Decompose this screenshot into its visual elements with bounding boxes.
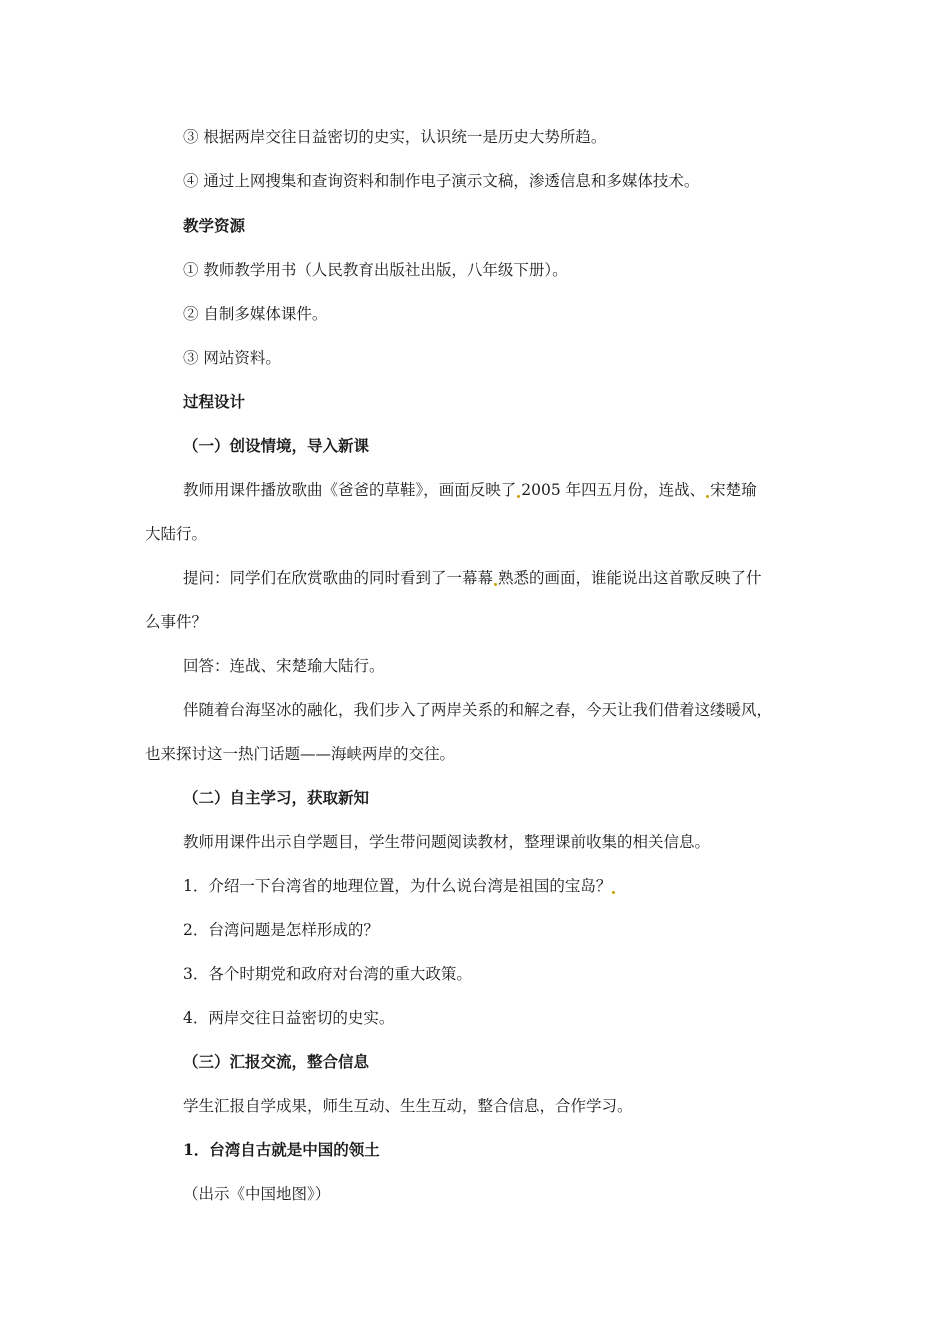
text-run: 提问：同学们在欣赏歌曲的同时看到了一幕幕: [183, 569, 494, 587]
section-1-paragraph-2-line-1: 伴随着台海坚冰的融化，我们步入了两岸关系的和解之春，今天让我们借着这缕暖风，: [183, 701, 773, 719]
section-1-paragraph-1-line-2: 大陆行。: [145, 525, 208, 543]
section-2-question-3: 3．各个时期党和政府对台湾的重大政策。: [183, 965, 472, 983]
resource-item-1: ① 教师教学用书（人民教育出版社出版，八年级下册）。: [183, 261, 568, 279]
section-2-intro: 教师用课件出示自学题目，学生带问题阅读教材，整理课前收集的相关信息。: [183, 833, 711, 851]
section-2-heading: （二）自主学习，获取新知: [183, 788, 370, 807]
text-run: 熟悉的画面，谁能说出这首歌反映了什: [498, 569, 762, 587]
text-run: 2005 年四五月份，连战、: [521, 481, 706, 499]
text-run: 1．介绍一下台湾省的地理位置，为什么说台湾是祖国的宝岛？: [183, 877, 612, 895]
section-2-question-4: 4．两岸交往日益密切的史实。: [183, 1009, 395, 1027]
resource-item-2: ② 自制多媒体课件。: [183, 305, 328, 323]
section-1-heading: （一）创设情境，导入新课: [183, 436, 370, 455]
goal-item-4: ④ 通过上网搜集和查询资料和制作电子演示文稿，渗透信息和多媒体技术。: [183, 172, 700, 190]
marker-dot: [494, 583, 497, 586]
text-run: 教师用课件播放歌曲《爸爸的草鞋》，画面反映了: [183, 481, 517, 499]
section-1-question-line-2: 么事件？: [145, 613, 208, 631]
section-2-question-1: [183, 876, 616, 896]
section-1-paragraph-2-line-2: 也来探讨这一热门话题——海峡两岸的交往。: [145, 745, 456, 763]
text-run: 宋楚瑜: [710, 481, 757, 499]
section-2-question-2: 2．台湾问题是怎样形成的？: [183, 921, 379, 939]
marker-dot: [706, 495, 709, 498]
resources-heading: 教学资源: [183, 216, 246, 235]
section-1-question-line-1: [183, 568, 762, 588]
resource-item-3: ③ 网站资料。: [183, 349, 281, 367]
marker-dot: [517, 495, 520, 498]
section-1-paragraph-1-line-1: [183, 480, 757, 500]
section-1-answer: 回答：连战、宋楚瑜大陆行。: [183, 657, 385, 675]
marker-dot: [612, 891, 615, 894]
section-3-topic-1: 1．台湾自古就是中国的领土: [183, 1140, 380, 1159]
section-3-heading: （三）汇报交流，整合信息: [183, 1052, 370, 1071]
section-3-note: （出示《中国地图》）: [183, 1185, 331, 1203]
process-heading: 过程设计: [183, 392, 246, 411]
section-3-intro: 学生汇报自学成果，师生互动、生生互动，整合信息，合作学习。: [183, 1097, 633, 1115]
goal-item-3: ③ 根据两岸交往日益密切的史实，认识统一是历史大势所趋。: [183, 128, 607, 146]
